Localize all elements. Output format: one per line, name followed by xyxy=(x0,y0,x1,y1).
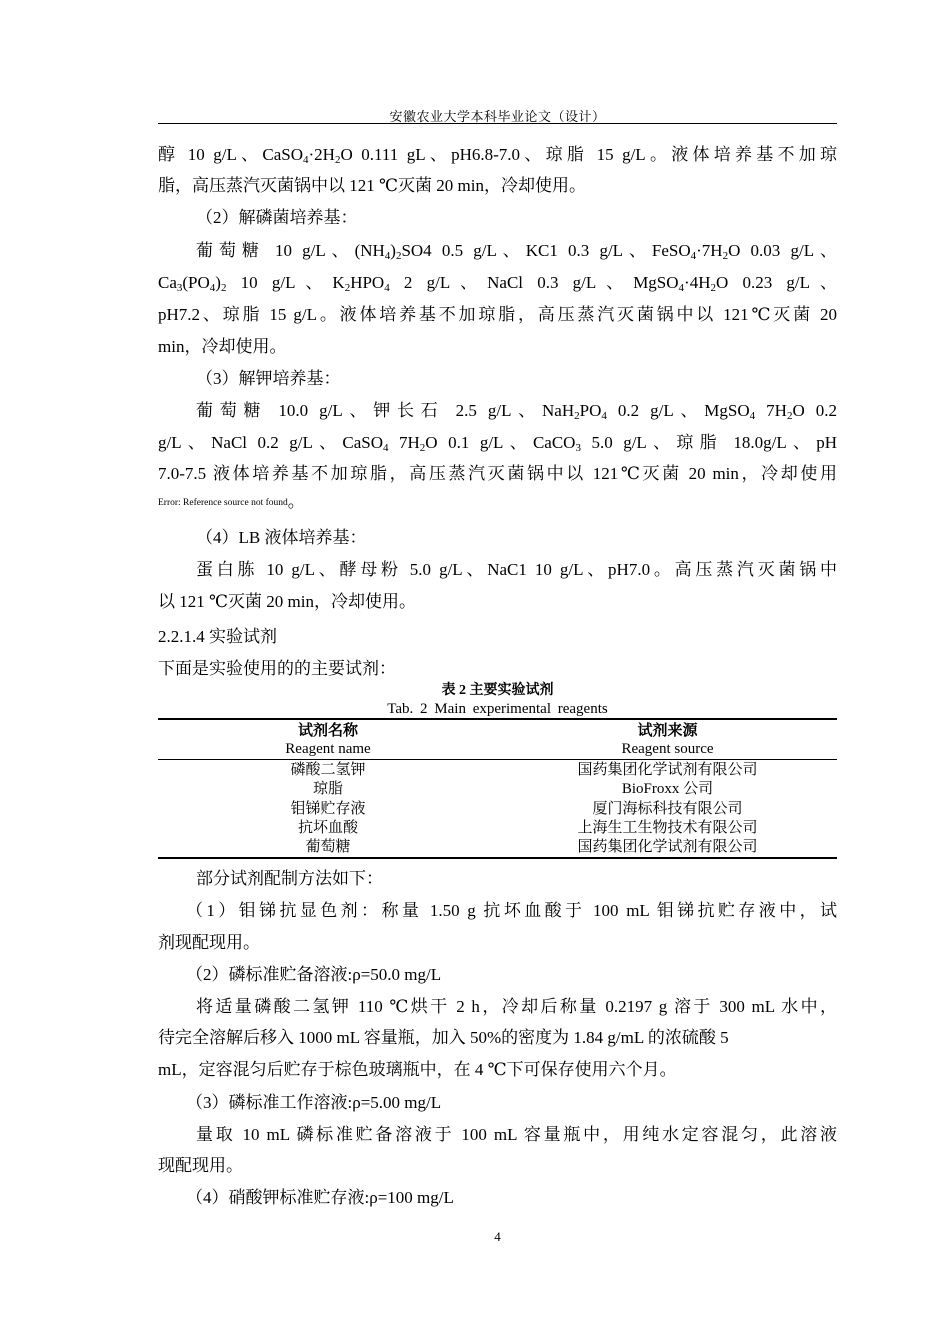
subsection-title: （4）硝酸钾标准贮存液:ρ=100 mg/L xyxy=(186,1188,454,1207)
table-cell: 抗坏血酸 xyxy=(297,820,358,836)
paragraph-line: 醇 10 g/L、$CaSO_4\cdot 2H_2O$ 0.111 gL、pH6.8-7.0、琼脂 15 g/L。液体培养基不加琼 xyxy=(158,145,837,166)
table-caption-cn: 表 2 主要实验试剂 xyxy=(441,683,554,698)
paragraph-line: g/L、NaCl 0.2 g/L、CaSO$_4$ $7H_2O$ 0.1 g/L、CaCO$_3$ 5.0 g/L、琼脂 18.0g/L、pH xyxy=(158,433,837,454)
paragraph-line: mL，定容混匀后贮存于棕色玻璃瓶中，在 4 ℃下可保存使用六个月。 xyxy=(158,1060,677,1079)
paragraph-line: 待完全溶解后移入 1000 mL 容量瓶，加入 50%的密度为 1.84 g/mL 的浓硫酸 5 xyxy=(158,1028,729,1047)
table-cell: 琼脂 xyxy=(312,781,343,797)
paragraph-line: min，冷却使用。 xyxy=(158,337,287,356)
table-header-cn: 试剂名称 xyxy=(297,723,358,739)
paragraph-line: pH7.2、琼脂 15 g/L。液体培养基不加琼脂，高压蒸汽灭菌锅中以 121℃灭菌 20 xyxy=(158,305,837,324)
paragraph-line: $Ca_3(PO_4)_2$ 10 g/L、$K_2HPO_4$ 2 g/L、NaCl 0.3 g/L、$MgSO_4\cdot 4H_2O$ 0.23 g/L、 xyxy=(158,273,837,294)
table-top-rule xyxy=(158,718,837,720)
paragraph-line: （1）钼锑抗显色剂：称量 1.50 g 抗坏血酸于 100 mL 钼锑抗贮存液中，试 xyxy=(186,901,837,920)
paragraph-line: 蛋白胨 10 g/L、酵母粉 5.0 g/L、NaC1 10 g/L、pH7.0。高压蒸汽灭菌锅中 xyxy=(196,560,837,579)
table-bottom-rule xyxy=(158,857,837,859)
paragraph-line: 葡萄糖 10.0 g/L、钾长石 2.5 g/L、$NaH_2PO_4$ 0.2 g/L、MgSO$_4$ $7H_2O$ 0.2 xyxy=(196,401,838,422)
paragraph-line: 将适量磷酸二氢钾 110 ℃烘干 2 h，冷却后称量 0.2197 g 溶于 300 mL 水中， xyxy=(196,997,837,1016)
table-cell: 钼锑贮存液 xyxy=(290,801,366,817)
subsection-title: （4）LB 液体培养基： xyxy=(196,528,367,547)
table-header-rule xyxy=(158,759,837,760)
paragraph-line: 7.0-7.5 液体培养基不加琼脂，高压蒸汽灭菌锅中以 121℃灭菌 20 min，冷却使用 xyxy=(158,464,837,483)
table-header-en: Reagent name xyxy=(285,741,371,757)
table-cell: 厦门海标科技有限公司 xyxy=(592,801,743,817)
paragraph-line: 现配现用。 xyxy=(158,1156,243,1175)
paragraph-line: 部分试剂配制方法如下： xyxy=(196,869,383,888)
table-cell: BioFroxx 公司 xyxy=(621,781,714,797)
table-caption-en: Tab. 2 Main experimental reagents xyxy=(387,701,608,717)
paragraph-line: 剂现配现用。 xyxy=(158,933,260,952)
table-header-cn: 试剂来源 xyxy=(637,723,698,739)
page-number: 4 xyxy=(494,1229,501,1244)
paragraph-line: Error: Reference source not found。 xyxy=(158,492,305,511)
table-header-en: Reagent source xyxy=(621,741,714,757)
paragraph-line: 脂，高压蒸汽灭菌锅中以 121 ℃灭菌 20 min，冷却使用。 xyxy=(158,176,586,195)
paragraph-line: 以 121 ℃灭菌 20 min，冷却使用。 xyxy=(158,592,416,611)
subsection-title: （3）磷标准工作溶液:ρ=5.00 mg/L xyxy=(186,1093,442,1112)
header-rule xyxy=(158,123,837,124)
subsection-title: （2）解磷菌培养基： xyxy=(196,208,358,227)
running-header: 安徽农业大学本科毕业论文（设计） xyxy=(389,109,606,124)
paragraph-line: 量取 10 mL 磷标准贮备溶液于 100 mL 容量瓶中，用纯水定容混匀，此溶液 xyxy=(196,1125,837,1144)
subsection-title: （2）磷标准贮备溶液:ρ=50.0 mg/L xyxy=(186,965,442,984)
table-cell: 葡萄糖 xyxy=(305,839,351,855)
table-cell: 上海生工生物技术有限公司 xyxy=(577,820,758,836)
section-heading: 2.2.1.4 实验试剂 xyxy=(158,627,277,646)
paragraph-line: 下面是实验使用的的主要试剂： xyxy=(158,659,396,678)
table-cell: 国药集团化学试剂有限公司 xyxy=(577,839,758,855)
subsection-title: （3）解钾培养基： xyxy=(196,369,341,388)
paragraph-line: 葡萄糖 10 g/L、$(NH_4)_2SO4$ 0.5 g/L、KC1 0.3 g/L、$FeSO_4\cdot 7H_2O$ 0.03 g/L、 xyxy=(196,241,837,262)
table-cell: 国药集团化学试剂有限公司 xyxy=(577,762,758,778)
table-cell: 磷酸二氢钾 xyxy=(290,762,366,778)
error-reference-text: Error: Reference source not found xyxy=(158,498,288,508)
